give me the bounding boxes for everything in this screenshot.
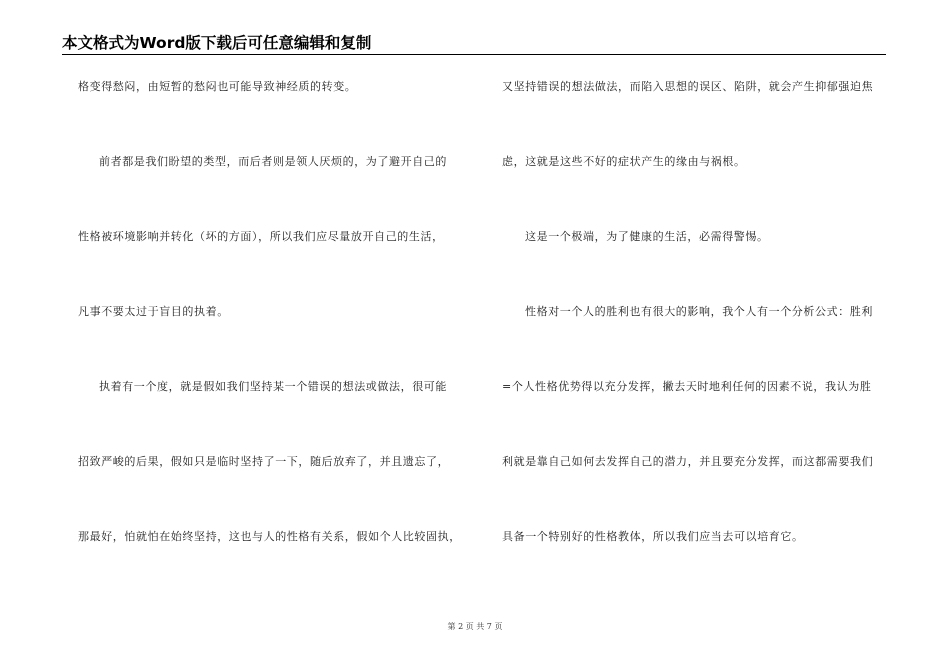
left-line-3: 性格被环境影响并转化（坏的方面），所以我们应尽量放开自己的生活， — [78, 230, 444, 243]
left-line-1: 格变得愁闷，由短暂的愁闷也可能导致神经质的转变。 — [78, 80, 357, 93]
left-line-6: 招致严峻的后果，假如只是临时坚持了一下，随后放弃了，并且遗忘了， — [78, 455, 450, 468]
left-line-7: 那最好，怕就怕在始终坚持，这也与人的性格有关系，假如个人比较固执， — [78, 530, 461, 543]
right-line-4: 性格对一个人的胜利也有很大的影响，我个人有一个分析公式：胜利 — [525, 305, 873, 318]
right-line-2: 虑，这就是这些不好的症状产生的缘由与祸根。 — [502, 155, 746, 168]
right-line-7: 具备一个特别好的性格教体，所以我们应当去可以培育它。 — [502, 530, 804, 543]
page-number: 第 2 页 共 7 页 — [447, 622, 503, 631]
left-column — [70, 0, 470, 600]
right-line-5: =个人性格优势得以充分发挥，撇去天时地利任何的因素不说，我认为胜 — [502, 380, 872, 393]
left-line-4: 凡事不要太过于盲目的执着。 — [78, 305, 229, 318]
right-line-1: 又坚持错误的想法做法，而陷入思想的误区、陷阱，就会产生抑郁强迫焦 — [502, 80, 874, 93]
right-line-3: 这是一个极端，为了健康的生活，必需得警惕。 — [525, 230, 769, 243]
right-column — [500, 0, 900, 600]
right-line-6: 利就是靠自己如何去发挥自己的潜力，并且要充分发挥，而这都需要我们 — [502, 455, 874, 468]
left-line-2: 前者都是我们盼望的类型，而后者则是领人厌烦的，为了避开自己的 — [99, 155, 447, 168]
left-line-5: 执着有一个度，就是假如我们坚持某一个错误的想法或做法，很可能 — [99, 380, 447, 393]
header-title: 本文格式为Word版下载后可任意编辑和复制 — [62, 34, 372, 52]
